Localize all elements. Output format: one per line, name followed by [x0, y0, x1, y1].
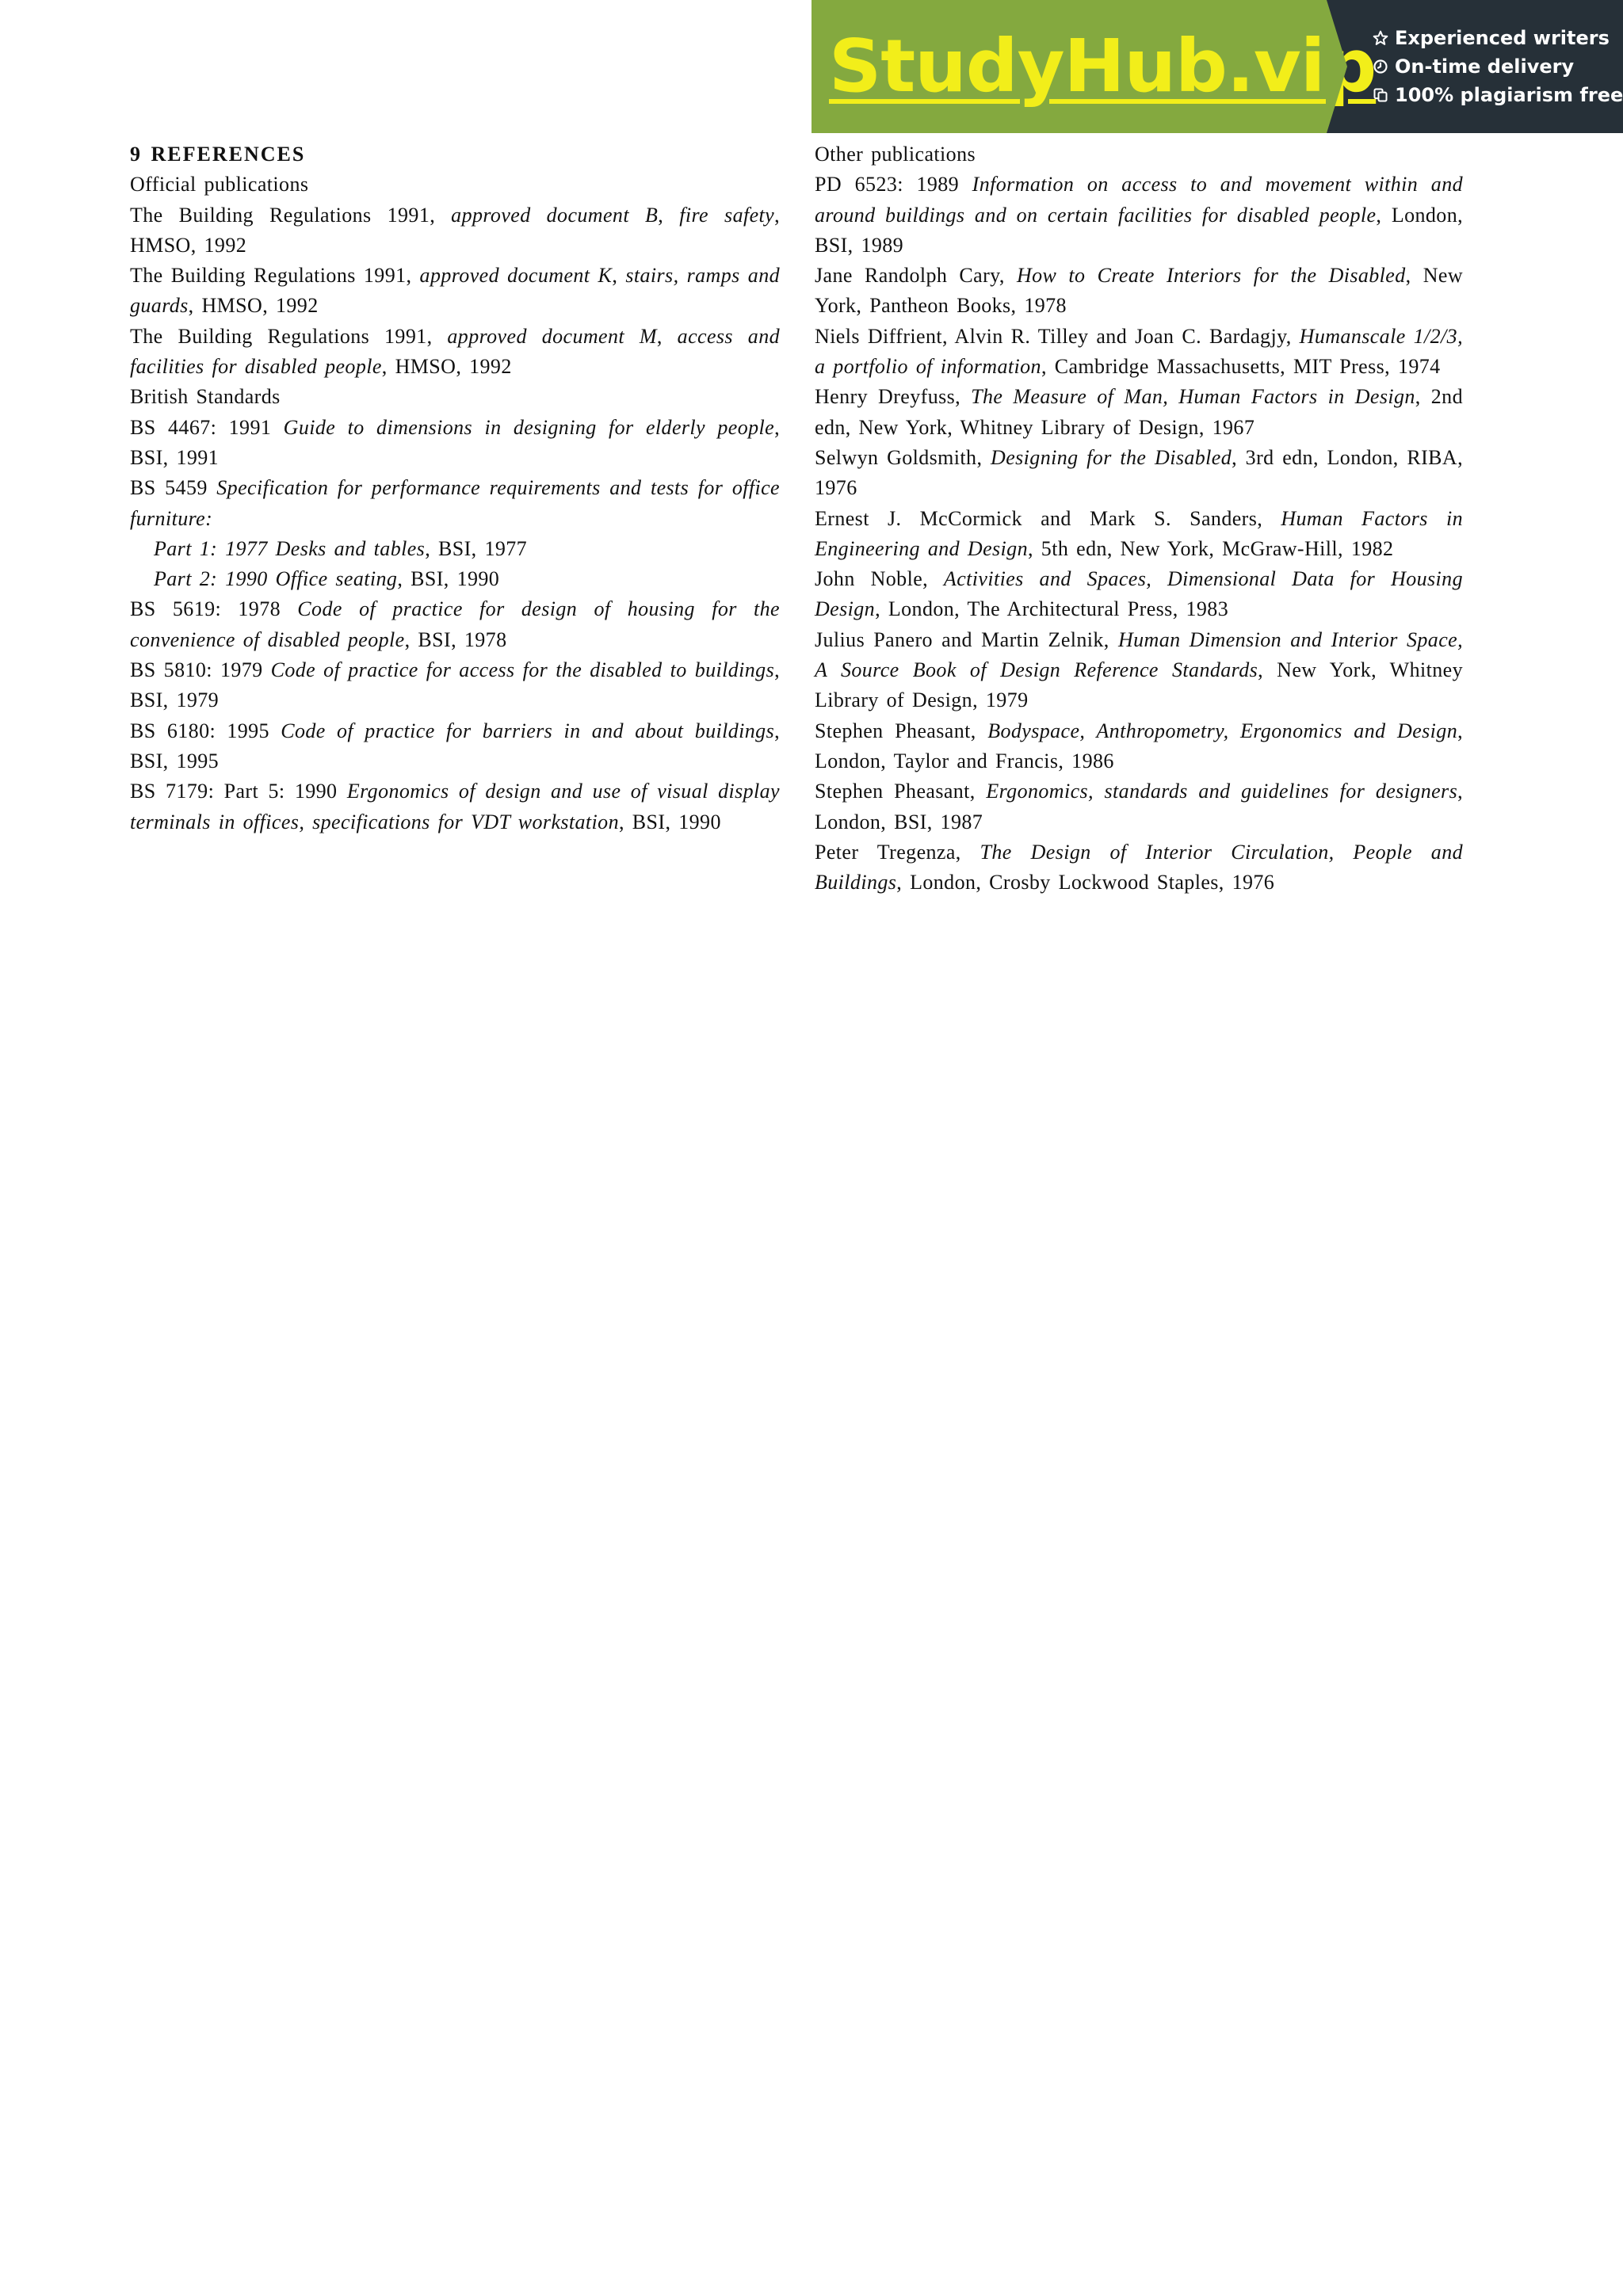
feature-label: 100% plagiarism free — [1395, 84, 1623, 106]
left-column — [130, 139, 780, 837]
reference-subentry: Part 1: 1977 Desks and tables, BSI, 1977 — [154, 536, 528, 560]
feature-item — [1373, 55, 1623, 78]
reference-entry: Jane Randolph Cary, How to Create Interiors for the Disabled, New York, Pantheon Books, 1978 — [815, 264, 1464, 318]
reference-entry: BS 4467: 1991 Guide to dimensions in designing for elderly people, BSI, 1991 — [130, 415, 780, 469]
reference-entry: The Building Regulations 1991, approved document B, fire safety, HMSO, 1992 — [130, 203, 780, 257]
reference-entry: Peter Tregenza, The Design of Interior Circulation, People and Buildings, London, Crosby Lockwood Staples, 1976 — [815, 840, 1464, 894]
reference-entry: Ernest J. McCormick and Mark S. Sanders, Human Factors in Engineering and Design, 5th edn, New York, McGraw-Hill, 1982 — [815, 506, 1464, 560]
reference-entry: The Building Regulations 1991, approved document K, stairs, ramps and guards, HMSO, 1992 — [130, 264, 780, 318]
reference-entry: Selwyn Goldsmith, Designing for the Disabled, 3rd edn, London, RIBA, 1976 — [815, 445, 1463, 500]
reference-entry: Stephen Pheasant, Bodyspace, Anthropometry, Ergonomics and Design, London, Taylor and Francis, 1986 — [815, 719, 1464, 772]
reference-entry: BS 5619: 1978 Code of practice for design of housing for the convenience of disabled people, BSI, 1978 — [130, 597, 780, 651]
feature-item — [1373, 27, 1623, 49]
reference-entry: PD 6523: 1989 Information on access to and movement within and around buildings and on certain facilities for disabled people, London, BSI, 1989 — [815, 173, 1463, 257]
banner-arrow — [1327, 0, 1347, 133]
reference-entry: Julius Panero and Martin Zelnik, Human Dimension and Interior Space, A Source Book of Design Reference Standards, New York, Whitney Library of Design, 1979 — [815, 627, 1463, 712]
reference-entry: Stephen Pheasant, Ergonomics, standards and guidelines for designers, London, BSI, 1987 — [815, 780, 1463, 833]
reference-entry: BS 6180: 1995 Code of practice for barriers in and about buildings, BSI, 1995 — [130, 719, 780, 772]
feature-label: On-time delivery — [1395, 55, 1575, 78]
reference-entry: Niels Diffrient, Alvin R. Tilley and Joan C. Bardagjy, Humanscale 1/2/3, a portfolio of information, Cambridge Massachusetts, MIT Press, 1974 — [815, 324, 1463, 379]
reference-subentry: Part 2: 1990 Office seating, BSI, 1990 — [154, 567, 500, 591]
ad-banner[interactable] — [812, 0, 1623, 133]
reference-entry: John Noble, Activities and Spaces, Dimensional Data for Housing Design, London, The Architectural Press, 1983 — [815, 567, 1463, 621]
feature-label: Experienced writers — [1395, 27, 1610, 49]
subheading-british-standards: British Standards — [130, 385, 281, 409]
reference-entry: BS 5810: 1979 Code of practice for access for the disabled to buildings, BSI, 1979 — [130, 658, 780, 712]
subheading-official: Official publications — [130, 173, 309, 196]
brand-logo[interactable]: StudyHub.vip — [829, 24, 1377, 109]
feature-item — [1373, 84, 1623, 106]
section-heading: 9 REFERENCES — [130, 143, 306, 166]
reference-entry: Henry Dreyfuss, The Measure of Man, Human Factors in Design, 2nd edn, New York, Whitney Library of Design, 1967 — [815, 385, 1463, 439]
reference-entry: BS 7179: Part 5: 1990 Ergonomics of design and use of visual display terminals in offices, specifications for VDT workstation, BSI, 1990 — [130, 780, 780, 833]
subheading-other: Other publications — [815, 143, 976, 166]
brand-panel[interactable] — [812, 0, 1377, 133]
right-column — [815, 139, 1463, 898]
reference-entry: The Building Regulations 1991, approved document M, access and facilities for disabled people, HMSO, 1992 — [130, 324, 780, 379]
reference-entry: BS 5459 Specification for performance requirements and tests for office furniture: — [130, 476, 780, 530]
